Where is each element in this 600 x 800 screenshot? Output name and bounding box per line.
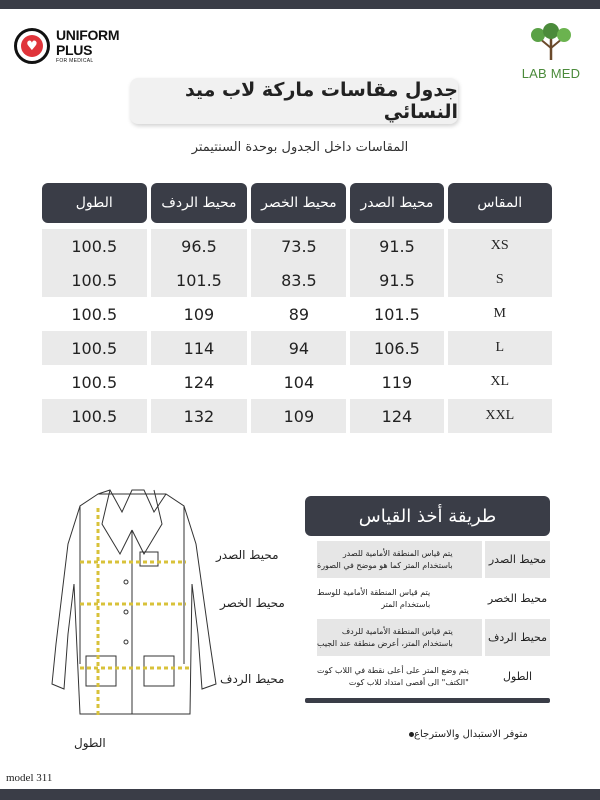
cell-length: 100.5 xyxy=(42,331,147,365)
cell-waist: 94 xyxy=(251,331,346,365)
cell-hip: 114 xyxy=(151,331,248,365)
label-length: الطول xyxy=(74,736,106,750)
cell-size: M xyxy=(493,306,506,321)
method-row xyxy=(305,619,550,656)
method-desc: يتم قياس المنطقة الأمامية للوسط باستخدام المتر xyxy=(317,587,431,609)
tree-icon xyxy=(529,22,573,62)
cell-waist: 83.5 xyxy=(251,263,346,297)
header-length: الطول xyxy=(42,183,147,223)
header-waist: محيط الخصر xyxy=(251,183,346,223)
unit-subtitle: المقاسات داخل الجدول بوحدة السنتيمتر xyxy=(191,140,409,155)
table-row xyxy=(38,331,552,365)
cell-chest: 106.5 xyxy=(350,331,443,365)
header-chest: محيط الصدر xyxy=(350,183,443,223)
heart-icon: ♥ xyxy=(21,35,43,57)
logo-line-1: UNIFORM xyxy=(56,27,120,43)
method-row xyxy=(305,658,550,695)
lab-coat-illustration xyxy=(40,484,290,759)
method-bottom-bar xyxy=(305,698,550,703)
method-label: محيط الردف xyxy=(485,619,550,656)
cell-length: 100.5 xyxy=(42,229,147,263)
cell-chest: 119 xyxy=(381,372,413,392)
method-row xyxy=(305,541,550,578)
method-row xyxy=(305,580,550,617)
cell-waist: 109 xyxy=(251,399,346,433)
cell-chest: 91.5 xyxy=(350,229,443,263)
cell-hip: 101.5 xyxy=(151,263,248,297)
logo-line-2: PLUS xyxy=(56,42,93,58)
cell-chest: 91.5 xyxy=(350,263,443,297)
lab-coat-drawing xyxy=(40,484,290,759)
cell-waist: 104 xyxy=(283,372,315,392)
method-desc: يتم قياس المنطقة الأمامية للصدر باستخدام المتر كما هو موضح في الصورة xyxy=(317,541,482,578)
cell-length: 100.5 xyxy=(71,304,118,324)
cell-length: 100.5 xyxy=(42,263,147,297)
availability-text: متوفر الاستبدال والاسترجاع xyxy=(414,729,528,740)
table-row xyxy=(38,229,552,263)
logo-badge xyxy=(14,28,50,64)
cell-hip: 132 xyxy=(151,399,248,433)
table-row xyxy=(38,297,552,331)
header-size: المقاس xyxy=(448,183,553,223)
cell-length: 100.5 xyxy=(71,372,118,392)
lab-med-logo xyxy=(518,22,584,81)
cell-length: 100.5 xyxy=(42,399,147,433)
cell-hip: 109 xyxy=(183,304,215,324)
method-table xyxy=(305,541,550,697)
method-label: محيط الخصر xyxy=(487,592,548,605)
page-title: جدول مقاسات ماركة لاب ميد النسائي xyxy=(184,79,458,123)
cell-hip: 96.5 xyxy=(151,229,248,263)
cell-size: XXL xyxy=(448,399,553,433)
cell-size: XS xyxy=(448,229,553,263)
table-row xyxy=(38,399,552,433)
cell-chest: 124 xyxy=(350,399,443,433)
model-number: model 311 xyxy=(6,772,53,784)
cell-waist: 89 xyxy=(288,304,310,324)
cell-size: XL xyxy=(490,374,510,389)
uniform-plus-logo xyxy=(14,28,119,64)
availability-note xyxy=(405,729,528,740)
method-desc: يتم وضع المتر على أعلى نقطة في اللاب كوت "الكتف" الى أقصى امتداد للاب كوت xyxy=(317,665,469,687)
title-banner xyxy=(130,78,458,124)
size-chart-table xyxy=(38,183,552,433)
label-hip: محيط الردف xyxy=(220,672,285,686)
label-chest: محيط الصدر xyxy=(216,548,279,562)
header-hip: محيط الردف xyxy=(151,183,248,223)
label-waist: محيط الخصر xyxy=(220,596,285,610)
table-row xyxy=(38,365,552,399)
table-header-row xyxy=(38,183,552,223)
cell-hip: 124 xyxy=(183,372,215,392)
cell-size: S xyxy=(448,263,553,297)
logo-line-3: FOR MEDICAL xyxy=(56,58,94,64)
bottom-bar xyxy=(0,789,600,800)
table-row xyxy=(38,263,552,297)
cell-waist: 73.5 xyxy=(251,229,346,263)
method-desc: يتم قياس المنطقة الأمامية للردف باستخدام المتر، أعرض منطقة عند الجيب xyxy=(317,619,482,656)
lab-med-brand: LAB MED xyxy=(521,66,581,81)
method-title: طريقة أخذ القياس xyxy=(305,496,550,536)
cell-chest: 101.5 xyxy=(374,304,420,324)
cell-size: L xyxy=(448,331,553,365)
top-bar xyxy=(0,0,600,9)
method-label: محيط الصدر xyxy=(485,541,550,578)
method-label: الطول xyxy=(502,670,533,683)
